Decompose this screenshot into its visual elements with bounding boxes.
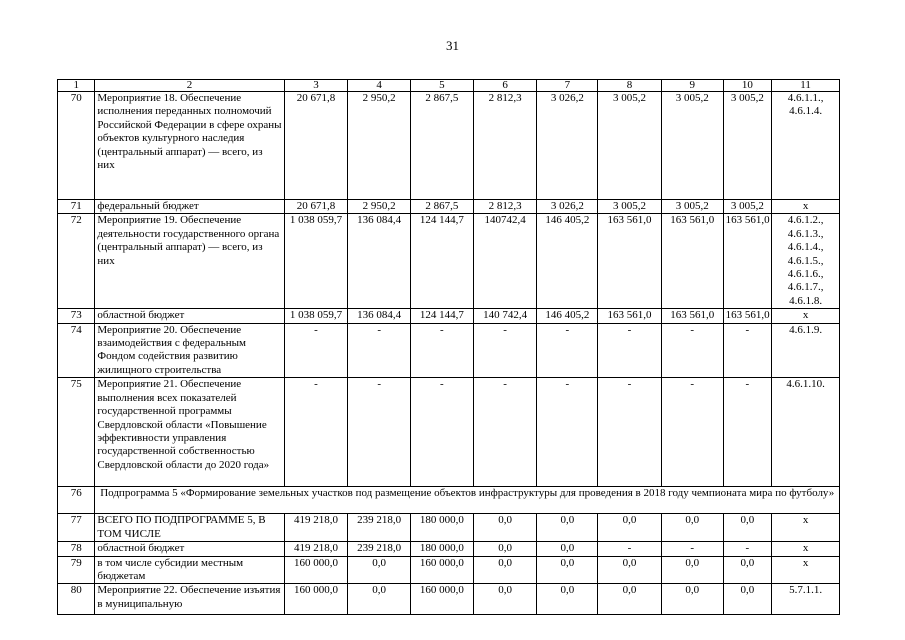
- value-cell: 0,0: [537, 584, 598, 615]
- table-row: [58, 378, 840, 487]
- value-cell: 140 742,4: [473, 309, 537, 323]
- indicator-code: 4.6.1.8.: [789, 294, 823, 307]
- value-cell: 2 950,2: [348, 92, 411, 200]
- value-cell: -: [284, 378, 348, 487]
- activity-description: областной бюджет: [95, 542, 284, 556]
- value-cell: 160 000,0: [284, 556, 348, 584]
- activity-description: Мероприятие 20. Обеспечение взаимодействия с федеральным Фондом содействия развитию жилищного строительства: [95, 323, 284, 378]
- value-cell: 2 812,3: [473, 92, 537, 200]
- row-number: 73: [58, 309, 95, 323]
- value-cell: -: [473, 378, 537, 487]
- row-number: 71: [58, 200, 95, 214]
- value-cell: 3 026,2: [537, 200, 598, 214]
- indicator-code: 4.6.1.4.: [789, 105, 823, 118]
- activity-description: федеральный бюджет: [95, 200, 284, 214]
- value-cell: -: [598, 323, 662, 378]
- indicator-code: 4.6.1.4.,: [787, 241, 824, 254]
- value-cell: 3 005,2: [723, 92, 772, 200]
- table-row: [58, 487, 840, 514]
- value-cell: -: [348, 378, 411, 487]
- header-cell: 10: [723, 80, 772, 92]
- value-cell: -: [598, 378, 662, 487]
- header-cell: 5: [411, 80, 474, 92]
- row-number: 77: [58, 514, 95, 542]
- value-cell: 20 671,8: [284, 92, 348, 200]
- value-cell: 20 671,8: [284, 200, 348, 214]
- indicator-code: 4.6.1.10.: [786, 378, 825, 391]
- value-cell: 0,0: [537, 514, 598, 542]
- row-number: 74: [58, 323, 95, 378]
- value-cell: -: [537, 378, 598, 487]
- value-cell: 160 000,0: [284, 584, 348, 615]
- value-cell: 0,0: [598, 584, 662, 615]
- value-cell: 0,0: [348, 556, 411, 584]
- row-number: 78: [58, 542, 95, 556]
- value-cell: 3 005,2: [598, 92, 662, 200]
- header-row: [58, 80, 840, 92]
- indicator-codes: [772, 92, 840, 200]
- activity-description: ВСЕГО ПО ПОДПРОГРАММЕ 5, В ТОМ ЧИСЛЕ: [95, 514, 284, 542]
- value-cell: 1 038 059,7: [284, 214, 348, 309]
- table-row: [58, 92, 840, 200]
- value-cell: -: [723, 323, 772, 378]
- indicator-code: 5.7.1.1.: [789, 584, 823, 597]
- indicator-codes: [772, 584, 840, 615]
- value-cell: 124 144,7: [411, 214, 474, 309]
- indicator-codes: [772, 214, 840, 309]
- value-cell: -: [537, 323, 598, 378]
- value-cell: -: [284, 323, 348, 378]
- value-cell: 3 005,2: [661, 200, 723, 214]
- header-cell: 4: [348, 80, 411, 92]
- activity-description: в том числе субсидии местным бюджетам: [95, 556, 284, 584]
- value-cell: 140742,4: [473, 214, 537, 309]
- value-cell: 0,0: [598, 514, 662, 542]
- table-row: [58, 200, 840, 214]
- value-cell: 419 218,0: [284, 542, 348, 556]
- indicator-codes: [772, 542, 840, 556]
- activity-description: Мероприятие 19. Обеспечение деятельности государственного органа (центральный аппарат) — всего, из них: [95, 214, 284, 309]
- value-cell: -: [723, 378, 772, 487]
- header-cell: 9: [661, 80, 723, 92]
- indicator-codes: [772, 309, 840, 323]
- activity-description: Мероприятие 18. Обеспечение исполнения переданных полномочий Российской Федерации в сфере охраны объектов культурного наследия (центральный аппарат) — всего, из них: [95, 92, 284, 200]
- value-cell: 163 561,0: [723, 214, 772, 309]
- value-cell: 0,0: [723, 584, 772, 615]
- value-cell: 0,0: [537, 542, 598, 556]
- value-cell: -: [348, 323, 411, 378]
- indicator-code: 4.6.1.5.,: [787, 254, 824, 267]
- value-cell: 124 144,7: [411, 309, 474, 323]
- value-cell: 0,0: [473, 514, 537, 542]
- table-row: [58, 514, 840, 542]
- value-cell: 0,0: [348, 584, 411, 615]
- value-cell: 0,0: [537, 556, 598, 584]
- indicator-code: 4.6.1.7.,: [787, 281, 824, 294]
- activity-description: областной бюджет: [95, 309, 284, 323]
- value-cell: 163 561,0: [598, 214, 662, 309]
- value-cell: 2 867,5: [411, 200, 474, 214]
- value-cell: 0,0: [598, 556, 662, 584]
- value-cell: -: [723, 542, 772, 556]
- value-cell: 3 005,2: [598, 200, 662, 214]
- value-cell: 0,0: [723, 514, 772, 542]
- value-cell: 146 405,2: [537, 309, 598, 323]
- header-cell: 3: [284, 80, 348, 92]
- value-cell: 239 218,0: [348, 514, 411, 542]
- value-cell: -: [473, 323, 537, 378]
- value-cell: 0,0: [723, 556, 772, 584]
- value-cell: 2 867,5: [411, 92, 474, 200]
- table-row: [58, 309, 840, 323]
- value-cell: -: [661, 378, 723, 487]
- value-cell: 160 000,0: [411, 584, 474, 615]
- value-cell: -: [661, 323, 723, 378]
- indicator-code: x: [802, 514, 809, 527]
- indicator-codes: [772, 556, 840, 584]
- header-cell: 1: [58, 80, 95, 92]
- value-cell: 2 950,2: [348, 200, 411, 214]
- value-cell: 419 218,0: [284, 514, 348, 542]
- indicator-code: 4.6.1.6.,: [787, 268, 824, 281]
- value-cell: 0,0: [661, 556, 723, 584]
- indicator-code: 4.6.1.9.: [789, 323, 823, 336]
- indicator-code: 4.6.1.2.,: [787, 214, 824, 227]
- value-cell: 163 561,0: [661, 214, 723, 309]
- indicator-codes: [772, 378, 840, 487]
- row-number: 75: [58, 378, 95, 487]
- row-number: 76: [58, 487, 95, 514]
- value-cell: -: [598, 542, 662, 556]
- value-cell: 136 084,4: [348, 309, 411, 323]
- table-row: [58, 323, 840, 378]
- page-number: 31: [446, 38, 459, 53]
- indicator-code: 4.6.1.1.,: [787, 92, 824, 104]
- value-cell: -: [411, 323, 474, 378]
- value-cell: 3 026,2: [537, 92, 598, 200]
- value-cell: 2 812,3: [473, 200, 537, 214]
- value-cell: 1 038 059,7: [284, 309, 348, 323]
- row-number: 72: [58, 214, 95, 309]
- activity-description: Мероприятие 22. Обеспечение изъятия в муниципальную: [95, 584, 284, 615]
- table-row: [58, 542, 840, 556]
- value-cell: 0,0: [661, 584, 723, 615]
- indicator-code: x: [802, 200, 809, 212]
- value-cell: -: [411, 378, 474, 487]
- value-cell: 0,0: [473, 584, 537, 615]
- indicator-codes: [772, 200, 840, 214]
- indicator-codes: [772, 514, 840, 542]
- value-cell: 163 561,0: [723, 309, 772, 323]
- row-number: 70: [58, 92, 95, 200]
- header-cell: 2: [95, 80, 284, 92]
- header-cell: 8: [598, 80, 662, 92]
- header-cell: 11: [772, 80, 840, 92]
- value-cell: 163 561,0: [661, 309, 723, 323]
- table-row: [58, 584, 840, 615]
- value-cell: 180 000,0: [411, 542, 474, 556]
- header-cell: 7: [537, 80, 598, 92]
- table-row: [58, 214, 840, 309]
- indicator-codes: [772, 323, 840, 378]
- program-table: [57, 79, 840, 615]
- value-cell: 180 000,0: [411, 514, 474, 542]
- indicator-code: x: [802, 309, 809, 322]
- row-number: 79: [58, 556, 95, 584]
- value-cell: 0,0: [661, 514, 723, 542]
- table-row: [58, 556, 840, 584]
- value-cell: 136 084,4: [348, 214, 411, 309]
- value-cell: 160 000,0: [411, 556, 474, 584]
- header-cell: 6: [473, 80, 537, 92]
- value-cell: 0,0: [473, 542, 537, 556]
- value-cell: 163 561,0: [598, 309, 662, 323]
- indicator-code: x: [802, 542, 809, 555]
- activity-description: Мероприятие 21. Обеспечение выполнения всех показателей государственной программы Свердловской области «Повышение эффективности управления государственной собственностью Свердловской области до 2020 года»: [95, 378, 284, 487]
- indicator-code: 4.6.1.3.,: [787, 227, 824, 240]
- indicator-code: x: [802, 556, 809, 569]
- subprogram-title: Подпрограмма 5 «Формирование земельных участков под размещение объектов инфраструктуры для проведения в 2018 году чемпионата мира по футболу»: [95, 487, 840, 514]
- value-cell: -: [661, 542, 723, 556]
- value-cell: 239 218,0: [348, 542, 411, 556]
- value-cell: 3 005,2: [723, 200, 772, 214]
- row-number: 80: [58, 584, 95, 615]
- value-cell: 3 005,2: [661, 92, 723, 200]
- value-cell: 146 405,2: [537, 214, 598, 309]
- value-cell: 0,0: [473, 556, 537, 584]
